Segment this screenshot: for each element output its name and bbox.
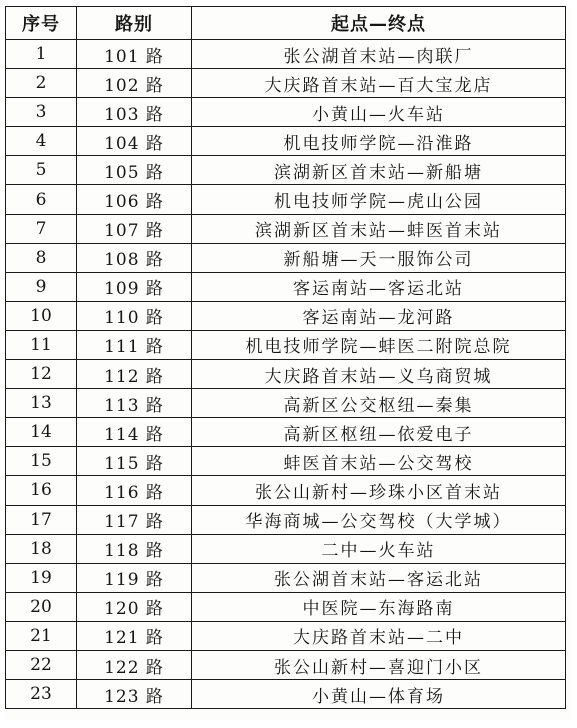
table-row bbox=[6, 243, 566, 272]
table-row bbox=[6, 418, 566, 447]
cell-route: 111 路 bbox=[77, 330, 192, 359]
cell-serial-number: 22 bbox=[6, 650, 77, 679]
cell-start-end: 大庆路首末站—百大宝龙店 bbox=[192, 69, 566, 98]
header-route: 路别 bbox=[77, 7, 192, 40]
cell-route: 101 路 bbox=[77, 40, 192, 69]
cell-start-end: 客运南站—龙河路 bbox=[192, 301, 566, 330]
table-row bbox=[6, 156, 566, 185]
cell-serial-number: 13 bbox=[6, 389, 77, 418]
table-row bbox=[6, 447, 566, 476]
cell-route: 109 路 bbox=[77, 272, 192, 301]
cell-route: 114 路 bbox=[77, 418, 192, 447]
cell-route: 110 路 bbox=[77, 301, 192, 330]
cell-serial-number: 19 bbox=[6, 563, 77, 592]
table-row bbox=[6, 680, 566, 709]
cell-serial-number: 16 bbox=[6, 476, 77, 505]
table-row bbox=[6, 127, 566, 156]
cell-serial-number: 10 bbox=[6, 301, 77, 330]
cell-serial-number: 8 bbox=[6, 243, 77, 272]
bus-route-table bbox=[5, 6, 566, 709]
table-row bbox=[6, 272, 566, 301]
cell-serial-number: 21 bbox=[6, 621, 77, 650]
cell-serial-number: 7 bbox=[6, 214, 77, 243]
cell-start-end: 张公山新村—珍珠小区首末站 bbox=[192, 476, 566, 505]
cell-serial-number: 3 bbox=[6, 98, 77, 127]
cell-serial-number: 12 bbox=[6, 360, 77, 389]
table-row bbox=[6, 592, 566, 621]
cell-route: 105 路 bbox=[77, 156, 192, 185]
cell-serial-number: 9 bbox=[6, 272, 77, 301]
cell-start-end: 蚌医首末站—公交驾校 bbox=[192, 447, 566, 476]
cell-route: 113 路 bbox=[77, 389, 192, 418]
cell-start-end: 中医院—东海路南 bbox=[192, 592, 566, 621]
cell-route: 104 路 bbox=[77, 127, 192, 156]
table-row bbox=[6, 214, 566, 243]
table-row bbox=[6, 98, 566, 127]
cell-serial-number: 1 bbox=[6, 40, 77, 69]
cell-route: 103 路 bbox=[77, 98, 192, 127]
cell-start-end: 华海商城—公交驾校（大学城） bbox=[192, 505, 566, 534]
cell-start-end: 小黄山—体育场 bbox=[192, 680, 566, 709]
cell-route: 108 路 bbox=[77, 243, 192, 272]
cell-serial-number: 18 bbox=[6, 534, 77, 563]
cell-serial-number: 11 bbox=[6, 330, 77, 359]
cell-route: 121 路 bbox=[77, 621, 192, 650]
cell-route: 122 路 bbox=[77, 650, 192, 679]
table-row bbox=[6, 40, 566, 69]
table-row bbox=[6, 301, 566, 330]
cell-start-end: 高新区枢纽—依爱电子 bbox=[192, 418, 566, 447]
cell-route: 117 路 bbox=[77, 505, 192, 534]
cell-route: 107 路 bbox=[77, 214, 192, 243]
table-row bbox=[6, 505, 566, 534]
cell-route: 116 路 bbox=[77, 476, 192, 505]
table-header-row bbox=[6, 7, 566, 40]
cell-start-end: 滨湖新区首末站—蚌医首末站 bbox=[192, 214, 566, 243]
cell-route: 119 路 bbox=[77, 563, 192, 592]
cell-serial-number: 15 bbox=[6, 447, 77, 476]
table-body bbox=[6, 40, 566, 709]
cell-start-end: 二中—火车站 bbox=[192, 534, 566, 563]
header-start-end: 起点—终点 bbox=[192, 7, 566, 40]
cell-start-end: 机电技师学院—虎山公园 bbox=[192, 185, 566, 214]
cell-serial-number: 2 bbox=[6, 69, 77, 98]
table-row bbox=[6, 330, 566, 359]
cell-serial-number: 14 bbox=[6, 418, 77, 447]
header-serial-number: 序号 bbox=[6, 7, 77, 40]
cell-start-end: 客运南站—客运北站 bbox=[192, 272, 566, 301]
cell-start-end: 小黄山—火车站 bbox=[192, 98, 566, 127]
table-row bbox=[6, 360, 566, 389]
table-row bbox=[6, 69, 566, 98]
cell-route: 102 路 bbox=[77, 69, 192, 98]
table-row bbox=[6, 650, 566, 679]
cell-start-end: 张公山新村—喜迎门小区 bbox=[192, 650, 566, 679]
cell-serial-number: 23 bbox=[6, 680, 77, 709]
cell-start-end: 新船塘—天一服饰公司 bbox=[192, 243, 566, 272]
document-page bbox=[5, 6, 571, 720]
cell-start-end: 张公湖首末站—肉联厂 bbox=[192, 40, 566, 69]
cell-start-end: 机电技师学院—沿淮路 bbox=[192, 127, 566, 156]
cell-serial-number: 4 bbox=[6, 127, 77, 156]
cell-start-end: 张公湖首末站—客运北站 bbox=[192, 563, 566, 592]
table-row bbox=[6, 476, 566, 505]
cell-route: 120 路 bbox=[77, 592, 192, 621]
cell-route: 106 路 bbox=[77, 185, 192, 214]
cell-serial-number: 5 bbox=[6, 156, 77, 185]
cell-start-end: 高新区公交枢纽—秦集 bbox=[192, 389, 566, 418]
cell-route: 112 路 bbox=[77, 360, 192, 389]
table-row bbox=[6, 534, 566, 563]
cell-serial-number: 6 bbox=[6, 185, 77, 214]
cell-route: 118 路 bbox=[77, 534, 192, 563]
table-row bbox=[6, 185, 566, 214]
cell-start-end: 滨湖新区首末站—新船塘 bbox=[192, 156, 566, 185]
cell-start-end: 大庆路首末站—义乌商贸城 bbox=[192, 360, 566, 389]
table-row bbox=[6, 621, 566, 650]
cell-route: 123 路 bbox=[77, 680, 192, 709]
cell-start-end: 大庆路首末站—二中 bbox=[192, 621, 566, 650]
table-row bbox=[6, 563, 566, 592]
cell-route: 115 路 bbox=[77, 447, 192, 476]
cell-start-end: 机电技师学院—蚌医二附院总院 bbox=[192, 330, 566, 359]
table-row bbox=[6, 389, 566, 418]
cell-serial-number: 17 bbox=[6, 505, 77, 534]
cell-serial-number: 20 bbox=[6, 592, 77, 621]
